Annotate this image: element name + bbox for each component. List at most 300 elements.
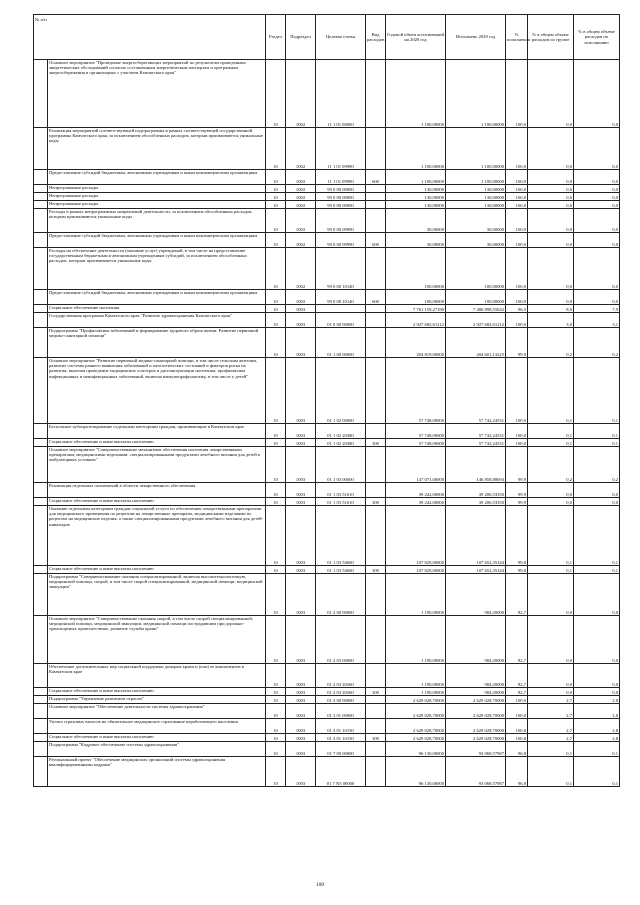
cell-razdel: 10 [266,424,286,439]
cell-share-total: 0,0 [574,201,620,209]
cell-plan: 30,00000 [386,233,446,248]
cell-plan: 1 100,00000 [386,128,446,170]
cell-fact: 57 742,24531 [446,358,506,424]
table-row [34,305,620,313]
cell-pct: 99,8 [506,506,528,566]
cell-razdel: 10 [266,483,286,498]
header-plan: Годовой объем ассигнований на 2020 год [386,15,446,60]
table-row [34,60,620,128]
cell-num [34,60,48,128]
cell-share-group: 3,0 [528,313,574,328]
table-row [34,358,620,424]
cell-share-total: 0,1 [574,742,620,757]
cell-pct: 100,0 [506,185,528,193]
cell-name: Предоставление субсидий бюджетным, автономным учреждениям и иным некоммерческим организациям [48,170,266,185]
cell-name: Социальное обеспечение и иные выплаты населению [48,566,266,574]
cell-share-group: 0,1 [528,566,574,574]
cell-plan: 7 761 159,27180 [386,305,446,313]
table-row [34,128,620,170]
table-row [34,574,620,616]
cell-plan: 57 748,00000 [386,424,446,439]
cell-vr [366,209,386,233]
cell-pct: 82,7 [506,616,528,664]
cell-share-group: 0,0 [528,60,574,128]
cell-name: Уплата страховых взносов на обязательное медицинское страхование неработающего населения [48,719,266,734]
cell-csr: 01 7 00 00000 [316,742,366,757]
cell-share-group: 0,0 [528,209,574,233]
cell-podrazdel: 1003 [286,424,316,439]
cell-plan: 2 629 028,70000 [386,696,446,704]
table-body [34,60,620,787]
cell-pct: 100,0 [506,209,528,233]
cell-csr: 99 0 00 09990 [316,209,366,233]
cell-name: Государственная программа Камчатского края "Развитие здравоохранения Камчатского края" [48,313,266,328]
cell-vr: 300 [366,688,386,696]
cell-fact: 984,20000 [446,664,506,688]
cell-plan: 130,00000 [386,193,446,201]
cell-num [34,742,48,757]
table-row [34,734,620,742]
cell-plan: 96 130,00000 [386,742,446,757]
cell-plan: 130,00000 [386,185,446,193]
cell-csr: 01 1 03 54600 [316,566,366,574]
cell-razdel: 10 [266,498,286,506]
cell-vr: 600 [366,290,386,305]
table-row [34,506,620,566]
cell-razdel: 10 [266,734,286,742]
cell-name: Социальное обеспечение населения [48,305,266,313]
cell-pct: 99,9 [506,328,528,358]
table-row [34,424,620,439]
cell-name: Обеспечение дополнительных мер социальной поддержки донорам крови и (или) ее компонентов в Камчатском крае [48,664,266,688]
cell-fact: 7 486 898,55042 [446,305,506,313]
cell-share-total: 0,1 [574,439,620,447]
table-row [34,704,620,719]
cell-vr: 300 [366,566,386,574]
cell-share-total: 0,0 [574,60,620,128]
page-number: 100 [315,882,325,888]
cell-num [34,313,48,328]
cell-num [34,233,48,248]
cell-num [34,358,48,424]
cell-vr [366,664,386,688]
cell-csr: 01 2 03 00000 [316,616,366,664]
table-row [34,498,620,506]
cell-vr [366,60,386,128]
table-row [34,447,620,483]
cell-fact: 93 068,57987 [446,742,506,757]
cell-razdel: 10 [266,439,286,447]
cell-podrazdel: 1003 [286,566,316,574]
cell-num [34,704,48,719]
cell-share-total: 2,8 [574,696,620,704]
cell-num [34,290,48,305]
cell-vr: 600 [366,170,386,185]
cell-fact: 2 927 682,61212 [446,313,506,328]
cell-share-total: 2,8 [574,704,620,719]
cell-num [34,193,48,201]
cell-share-group: 0,0 [528,170,574,185]
cell-vr [366,616,386,664]
table-row [34,193,620,201]
cell-pct: 96,8 [506,757,528,787]
cell-fact: 204 601,13225 [446,328,506,358]
cell-fact: 57 742,24531 [446,424,506,439]
cell-podrazdel: 1003 [286,483,316,498]
table-row [34,719,620,734]
cell-pct: 100,0 [506,719,528,734]
cell-pct: 99,9 [506,447,528,483]
table-row [34,696,620,704]
cell-num [34,201,48,209]
cell-share-group: 0,1 [528,506,574,566]
cell-razdel: 10 [266,209,286,233]
cell-plan: 204 819,00000 [386,328,446,358]
table-row [34,616,620,664]
cell-vr: 600 [366,233,386,248]
cell-share-group: 0,1 [528,742,574,757]
cell-share-total: 0,1 [574,424,620,439]
table-row [34,313,620,328]
cell-share-total: 0,1 [574,566,620,574]
cell-name: Предоставление субсидий бюджетным, автономным учреждениям и иным некоммерческим организациям [48,290,266,305]
cell-share-group: 0,2 [528,447,574,483]
cell-podrazdel: 1003 [286,305,316,313]
cell-pct: 100,0 [506,170,528,185]
cell-name: Основное мероприятие "Совершенствование оказания скорой, в том числе скорой специализированной, медицинской помощи, медицинской эвакуации, медицинской помощи пострадавшим при дорожно-транспортных происшествиях, развитие службы крови" [48,616,266,664]
cell-plan: 100,00000 [386,290,446,305]
cell-share-total: 0,2 [574,328,620,358]
cell-num [34,170,48,185]
cell-vr [366,248,386,290]
cell-fact: 130,00000 [446,201,506,209]
cell-vr: 300 [366,498,386,506]
header-podrazdel: Подраздел [286,15,316,60]
cell-share-group: 0,0 [528,201,574,209]
cell-share-total: 0,0 [574,128,620,170]
cell-plan: 100,00000 [386,248,446,290]
cell-razdel: 10 [266,447,286,483]
cell-fact: 107 652,35344 [446,506,506,566]
cell-share-total: 0,0 [574,193,620,201]
cell-fact: 1 100,00000 [446,128,506,170]
cell-csr: 01 1 03 51610 [316,483,366,498]
cell-num [34,328,48,358]
cell-num [34,566,48,574]
cell-podrazdel: 1002 [286,170,316,185]
cell-plan: 130,00000 [386,201,446,209]
cell-vr [366,506,386,566]
header-share-total: % в общем объеме расходов по исполнению [574,15,620,60]
cell-share-group: 0,1 [528,424,574,439]
cell-plan: 2 629 028,70000 [386,719,446,734]
cell-name: Социальное обеспечение и иные выплаты населению [48,498,266,506]
cell-num [34,483,48,498]
cell-pct: 82,7 [506,574,528,616]
cell-share-total: 0,1 [574,506,620,566]
cell-share-total: 0,0 [574,664,620,688]
cell-fact: 57 742,24531 [446,439,506,447]
cell-num [34,664,48,688]
cell-share-total: 2,8 [574,719,620,734]
cell-share-total: 3,1 [574,313,620,328]
cell-plan: 107 829,00000 [386,566,446,574]
table-row [34,290,620,305]
cell-share-total: 0,2 [574,447,620,483]
cell-share-total: 0,0 [574,170,620,185]
cell-name: Региональный проект "Обеспечение медицинских организаций системы здравоохранения квалифицированными кадрами" [48,757,266,787]
cell-share-total: 0,0 [574,574,620,616]
cell-razdel: 10 [266,757,286,787]
cell-plan: 30,00000 [386,209,446,233]
cell-razdel: 10 [266,704,286,719]
cell-share-group: 0,1 [528,358,574,424]
cell-pct: 96,5 [506,305,528,313]
cell-name: Непрограммные расходы [48,201,266,209]
cell-num [34,439,48,447]
cell-razdel: 10 [266,506,286,566]
table-row [34,209,620,233]
cell-razdel: 10 [266,60,286,128]
cell-share-group: 0,1 [528,757,574,787]
cell-share-total: 0,0 [574,185,620,193]
cell-share-group: 0,0 [528,248,574,290]
cell-fact: 2 629 028,70000 [446,696,506,704]
cell-plan: 1 100,00000 [386,60,446,128]
cell-csr: 01 2 03 20260 [316,688,366,696]
cell-csr: 01 0 00 00000 [316,313,366,328]
cell-share-group: 0,0 [528,483,574,498]
header-razdel: Раздел [266,15,286,60]
cell-share-group: 8,0 [528,305,574,313]
cell-num [34,128,48,170]
cell-podrazdel: 1003 [286,358,316,424]
table-row [34,688,620,696]
cell-name: Подпрограмма "Совершенствование оказания специализированной, включая высокотехнологичную, медицинской помощи, скорой, в том числе скорой специализированной, медицинской помощи, медицинской эвакуации" [48,574,266,616]
document-page [33,14,619,787]
cell-vr [366,358,386,424]
table-row [34,248,620,290]
cell-plan: 1 190,00000 [386,574,446,616]
cell-name: Социальное обеспечение и иные выплаты населению [48,688,266,696]
cell-podrazdel: 1003 [286,696,316,704]
cell-podrazdel: 1003 [286,439,316,447]
cell-podrazdel: 1002 [286,128,316,170]
cell-csr: 99 0 00 09990 [316,233,366,248]
cell-plan: 107 829,00000 [386,506,446,566]
cell-razdel: 10 [266,193,286,201]
cell-share-total: 2,8 [574,734,620,742]
cell-share-group: 0,0 [528,193,574,201]
cell-vr [366,313,386,328]
cell-podrazdel: 1002 [286,193,316,201]
cell-share-group: 0,0 [528,688,574,696]
cell-pct: 100,0 [506,201,528,209]
cell-csr: 01 2 03 20260 [316,664,366,688]
cell-podrazdel: 1002 [286,290,316,305]
cell-vr [366,201,386,209]
cell-share-group: 0,2 [528,328,574,358]
cell-pct: 99,9 [506,483,528,498]
cell-fact: 130,00000 [446,193,506,201]
cell-name: Основное мероприятие "Развитие первичной медико-санитарной помощи, в том числе сельским жителям, развитие системы раннего выявления заболеваний и патологических состояний и факторов риска их развития, включая проведение медицинских осмотров и диспансеризации населения, профилактика инфекционных и неинфекционных заболеваний, включая иммунопрофилактику, в том числе у детей" [48,358,266,424]
cell-csr: 01 1 03 00000 [316,447,366,483]
cell-num [34,574,48,616]
cell-razdel: 10 [266,290,286,305]
cell-csr: 99 0 00 10140 [316,290,366,305]
cell-pct: 100,0 [506,313,528,328]
cell-num [34,209,48,233]
cell-share-total: 0,0 [574,290,620,305]
cell-num [34,688,48,696]
cell-podrazdel: 1002 [286,60,316,128]
cell-plan: 2 927 682,61212 [386,313,446,328]
table-row [34,439,620,447]
cell-pct: 100,0 [506,424,528,439]
header-pct: % исполнения [506,15,528,60]
cell-share-total: 0,0 [574,233,620,248]
cell-share-total: 0,0 [574,209,620,233]
cell-razdel: 10 [266,574,286,616]
table-row [34,233,620,248]
cell-csr: 01 1 02 20380 [316,424,366,439]
cell-podrazdel: 1003 [286,498,316,506]
cell-csr: 01 3 01 00000 [316,704,366,719]
cell-share-total: 0,1 [574,358,620,424]
cell-share-group: 0,0 [528,664,574,688]
budget-table [33,14,620,787]
cell-csr: 99 0 00 00000 [316,201,366,209]
cell-pct: 100,0 [506,358,528,424]
cell-csr: 11 1 01 09990 [316,128,366,170]
cell-share-group: 0,0 [528,616,574,664]
cell-fact: 30,00000 [446,209,506,233]
cell-razdel: 10 [266,185,286,193]
cell-share-group: 2,7 [528,734,574,742]
cell-plan: 147 071,00000 [386,447,446,483]
cell-share-total: 0,0 [574,483,620,498]
cell-razdel: 10 [266,128,286,170]
cell-podrazdel: 1002 [286,209,316,233]
cell-pct: 99,9 [506,498,528,506]
cell-razdel: 10 [266,328,286,358]
cell-fact: 39 206,53350 [446,483,506,498]
cell-num [34,734,48,742]
cell-podrazdel: 1003 [286,719,316,734]
cell-vr [366,185,386,193]
cell-vr: 300 [366,439,386,447]
cell-share-group: 0,0 [528,233,574,248]
cell-num [34,424,48,439]
cell-name: Непрограммные расходы [48,185,266,193]
cell-num [34,696,48,704]
cell-csr: 01 1 03 54600 [316,506,366,566]
cell-vr [366,447,386,483]
cell-num [34,757,48,787]
cell-num [34,305,48,313]
cell-csr: 01 1 02 00000 [316,358,366,424]
cell-pct: 100,0 [506,233,528,248]
cell-plan: 39 242,00000 [386,483,446,498]
cell-csr [316,305,366,313]
cell-fact: 130,00000 [446,185,506,193]
cell-pct: 100,0 [506,439,528,447]
cell-razdel: 10 [266,742,286,757]
cell-vr [366,719,386,734]
cell-csr: 01 1 00 00000 [316,328,366,358]
cell-pct: 100,0 [506,696,528,704]
cell-name: Реализация мероприятий соответствующей подпрограммы в рамках соответствующей государственной программы Камчатского края, за исключением обособленных расходов, которым присваиваются уникальные коды [48,128,266,170]
cell-num [34,498,48,506]
cell-name: Основное мероприятие "Совершенствование механизмов обеспечения населения лекарственными препаратами, медицинскими изделиями, специализированными продуктами лечебного питания для детей в амбулаторных условиях" [48,447,266,483]
cell-podrazdel: 1003 [286,313,316,328]
table-row [34,742,620,757]
cell-plan: 1 190,00000 [386,616,446,664]
cell-pct: 100,0 [506,734,528,742]
table-row [34,757,620,787]
cell-podrazdel: 1002 [286,185,316,193]
cell-share-total: 0,0 [574,248,620,290]
cell-share-total: 7,9 [574,305,620,313]
cell-podrazdel: 1003 [286,664,316,688]
cell-share-group: 0,0 [528,498,574,506]
cell-share-group: 0,0 [528,574,574,616]
cell-share-total: 0,0 [574,616,620,664]
table-row [34,328,620,358]
cell-razdel: 10 [266,696,286,704]
cell-csr: 11 1 01 09990 [316,170,366,185]
cell-fact: 2 629 028,70000 [446,734,506,742]
cell-plan: 1 100,00000 [386,170,446,185]
cell-fact: 1 100,00000 [446,170,506,185]
cell-name: Подпрограмма "Кадровое обеспечение системы здравоохранения" [48,742,266,757]
cell-fact: 2 629 028,70000 [446,704,506,719]
cell-razdel: 10 [266,201,286,209]
cell-fact: 93 068,57987 [446,757,506,787]
cell-csr: 99 0 00 00000 [316,193,366,201]
cell-razdel: 10 [266,170,286,185]
cell-num [34,506,48,566]
cell-csr: 01 1 02 20380 [316,439,366,447]
cell-pct: 99,8 [506,566,528,574]
cell-plan: 1 190,00000 [386,688,446,696]
cell-share-group: 0,0 [528,290,574,305]
cell-podrazdel: 1003 [286,688,316,696]
cell-razdel: 10 [266,688,286,696]
cell-podrazdel: 1002 [286,248,316,290]
cell-vr [366,328,386,358]
header-csr: Целевая статья [316,15,366,60]
table-header-row [34,15,620,60]
cell-pct: 82,7 [506,664,528,688]
cell-fact: 100,00000 [446,248,506,290]
cell-pct: 100,0 [506,60,528,128]
cell-fact: 984,20000 [446,688,506,696]
cell-vr: 300 [366,734,386,742]
cell-razdel: 10 [266,305,286,313]
cell-pct: 82,7 [506,688,528,696]
cell-csr: 01 1 03 51610 [316,498,366,506]
cell-name: Расходы в рамках непрограммных направлений деятельности, за исключением обособленных расходов, которым присваиваются уникальные коды [48,209,266,233]
cell-podrazdel: 1003 [286,574,316,616]
cell-num [34,447,48,483]
table-row [34,201,620,209]
cell-name: Подпрограмма "Управление развитием отрасли" [48,696,266,704]
table-row [34,483,620,498]
cell-vr [366,704,386,719]
cell-podrazdel: 1003 [286,757,316,787]
cell-podrazdel: 1003 [286,616,316,664]
